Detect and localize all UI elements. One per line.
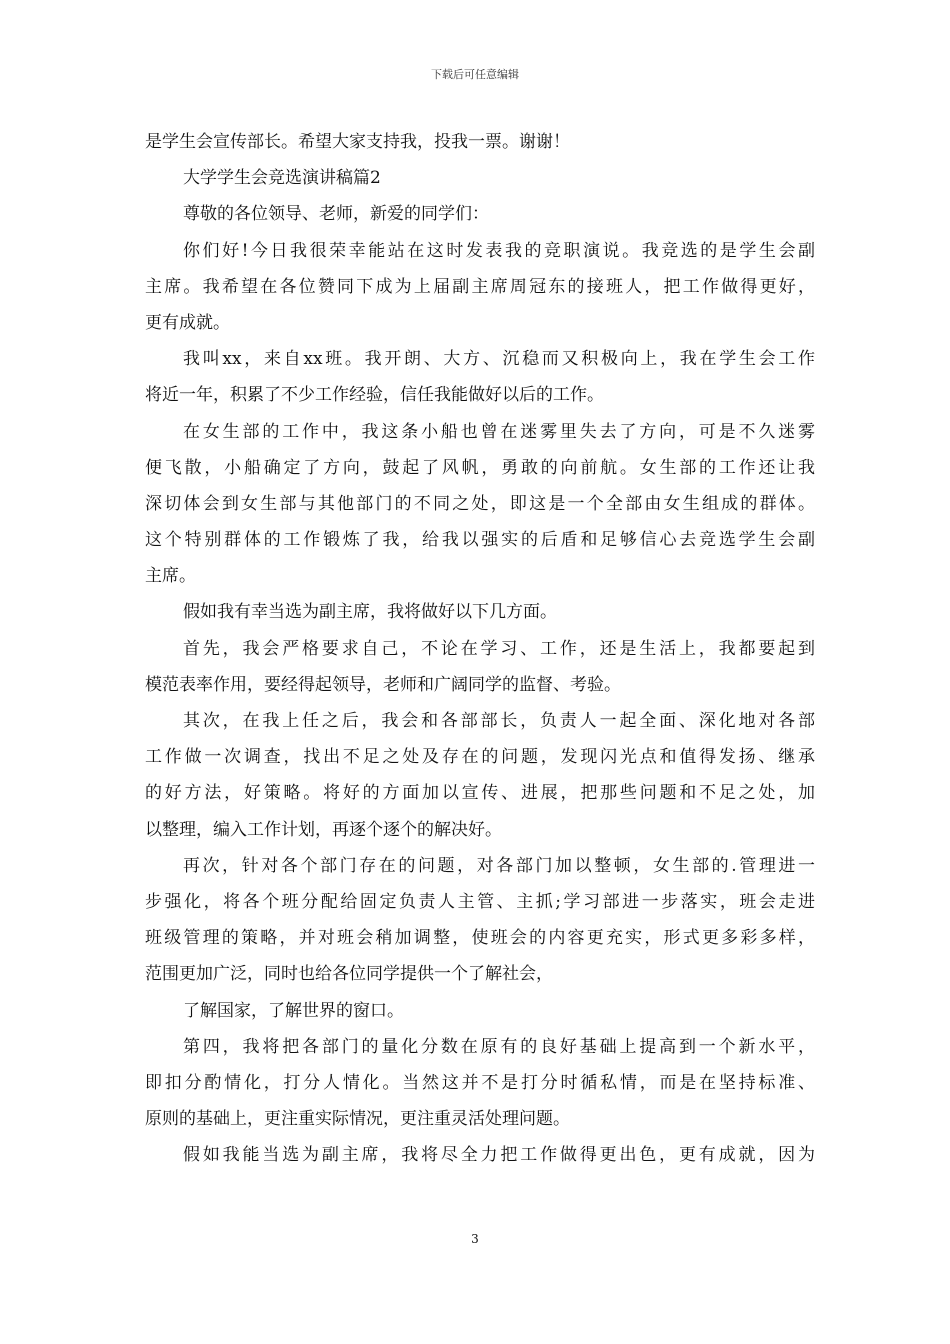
text-line: 第四，我将把各部门的量化分数在原有的良好基础上提高到一个新水平， bbox=[183, 1036, 815, 1057]
text-line: 原则的基础上，更注重实际情况，更注重灵活处理问题。 bbox=[145, 1109, 570, 1130]
text-line: 即扣分酌情化，打分人情化。当然这并不是打分时循私情，而是在坚持标准、 bbox=[145, 1072, 815, 1093]
text-line: 班级管理的策略，并对班会稍加调整，使班会的内容更充实，形式更多彩多样， bbox=[145, 928, 815, 949]
text-line: 其次，在我上任之后，我会和各部部长，负责人一起全面、深化地对各部 bbox=[183, 711, 815, 731]
text-line: 大学学生会竞选演讲稿篇2 bbox=[183, 168, 381, 189]
page-header: 下载后可任意编辑 bbox=[431, 68, 519, 81]
text-line: 模范表率作用，要经得起领导，老师和广阔同学的监督、考验。 bbox=[145, 674, 621, 695]
text-line: 再次，针对各个部门存在的问题，对各部门加以整顿，女生部的.管理进一 bbox=[183, 855, 815, 876]
text-line: 便飞散，小船确定了方向，鼓起了风帆，勇敢的向前航。女生部的工作还让我 bbox=[145, 457, 815, 478]
text-line: 主席。我希望在各位赞同下成为上届副主席周冠东的接班人，把工作做得更好， bbox=[145, 276, 815, 297]
text-line: 步强化，将各个班分配给固定负责人主管、主抓;学习部进一步落实，班会走进 bbox=[145, 891, 815, 912]
text-line: 更有成就。 bbox=[145, 312, 230, 333]
text-line: 范围更加广泛，同时也给各位同学提供一个了解社会， bbox=[145, 964, 553, 985]
text-line: 了解国家，了解世界的窗口。 bbox=[183, 1000, 404, 1021]
text-line: 假如我能当选为副主席，我将尽全力把工作做得更出色，更有成就，因为 bbox=[183, 1145, 815, 1166]
text-line: 是学生会宣传部长。希望大家支持我，投我一票。谢谢！ bbox=[145, 132, 570, 152]
text-line: 假如我有幸当选为副主席，我将做好以下几方面。 bbox=[183, 602, 557, 623]
text-line: 工作做一次调查，找出不足之处及存在的问题，发现闪光点和值得发扬、继承 bbox=[145, 747, 815, 768]
document-body bbox=[145, 124, 815, 1173]
text-line: 以整理，编入工作计划，再逐个逐个的解决好。 bbox=[145, 819, 502, 840]
text-line: 这个特别群体的工作锻炼了我，给我以强实的后盾和足够信心去竞选学生会副 bbox=[145, 530, 815, 551]
text-line: 我叫xx，来自xx班。我开朗、大方、沉稳而又积极向上，我在学生会工作 bbox=[183, 349, 815, 370]
text-line: 在女生部的工作中，我这条小船也曾在迷雾里失去了方向，可是不久迷雾 bbox=[183, 421, 815, 442]
page-number: 3 bbox=[471, 1232, 479, 1246]
text-line: 主席。 bbox=[145, 566, 196, 587]
text-line: 将近一年，积累了不少工作经验，信任我能做好以后的工作。 bbox=[145, 385, 604, 406]
text-line: 首先，我会严格要求自己，不论在学习、工作，还是生活上，我都要起到 bbox=[183, 638, 815, 659]
text-line: 的好方法，好策略。将好的方面加以宣传、进展，把那些问题和不足之处，加 bbox=[145, 783, 815, 804]
text-line: 尊敬的各位领导、老师，新爱的同学们： bbox=[183, 204, 489, 225]
text-line: 深切体会到女生部与其他部门的不同之处，即这是一个全部由女生组成的群体。 bbox=[145, 493, 815, 514]
text-line: 你们好!今日我很荣幸能站在这时发表我的竞职演说。我竞选的是学生会副 bbox=[183, 240, 815, 261]
